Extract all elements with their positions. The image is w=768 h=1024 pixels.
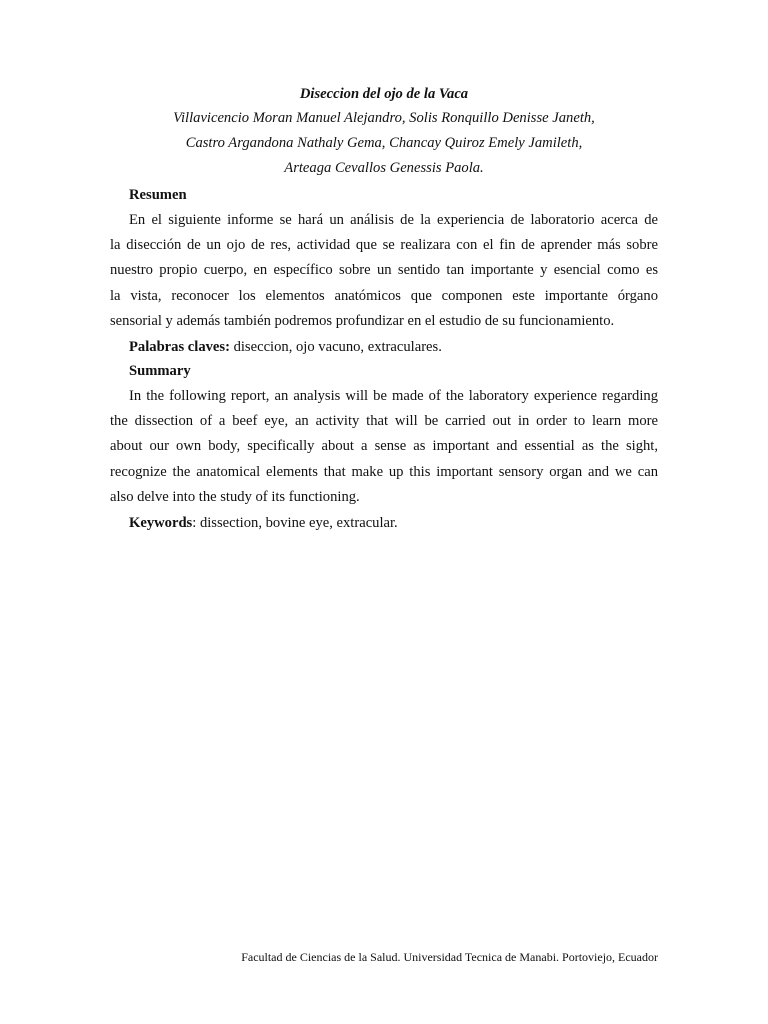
summary-line: also delve into the study of its functioning. <box>110 488 360 505</box>
resumen-keywords <box>129 338 442 356</box>
page-footer: Facultad de Ciencias de la Salud. Universidad Tecnica de Manabi. Portoviejo, Ecuador <box>241 950 658 964</box>
keywords-label: Keywords <box>129 515 193 531</box>
resumen-paragraph <box>110 211 658 337</box>
keywords-text: diseccion, ojo vacuno, extraculares. <box>229 339 442 355</box>
summary-line: the dissection of a beef eye, an activity that will be carried out in order to learn more <box>110 413 658 430</box>
keywords-label: Palabras claves: <box>129 339 230 355</box>
summary-line: about our own body, specifically about a sense as important and essential as the sight, <box>110 438 658 455</box>
keywords-text: : dissection, bovine eye, extracular. <box>192 515 398 531</box>
resumen-line: nuestro propio cuerpo, en específico sobre un sentido tan importante y esencial como es <box>110 262 658 279</box>
paper-title: Diseccion del ojo de la Vaca <box>299 86 469 102</box>
author-line: Castro Argandona Nathaly Gema, Chancay Quiroz Emely Jamileth, <box>185 135 583 151</box>
author-line: Villavicencio Moran Manuel Alejandro, Solis Ronquillo Denisse Janeth, <box>173 110 595 126</box>
summary-paragraph <box>110 387 658 513</box>
resumen-line: En el siguiente informe se hará un análisis de la experiencia de laboratorio acerca de <box>129 212 658 228</box>
author-line: Arteaga Cevallos Genessis Paola. <box>284 160 484 176</box>
author-list <box>110 109 658 184</box>
summary-heading: Summary <box>129 363 191 379</box>
resumen-heading: Resumen <box>129 187 187 203</box>
resumen-line: sensorial y además también podremos profundizar en el estudio de su funcionamiento. <box>110 312 615 329</box>
summary-line: recognize the anatomical elements that make up this important sensory organ and we can <box>110 463 658 480</box>
summary-line: In the following report, an analysis will be made of the laboratory experience regarding <box>129 388 658 404</box>
resumen-line: la vista, reconocer los elementos anatómicos que componen este importante órgano <box>110 287 658 304</box>
resumen-line: la disección de un ojo de res, actividad que se realizara con el fin de aprender más sobre <box>110 237 658 254</box>
summary-keywords <box>129 514 398 532</box>
